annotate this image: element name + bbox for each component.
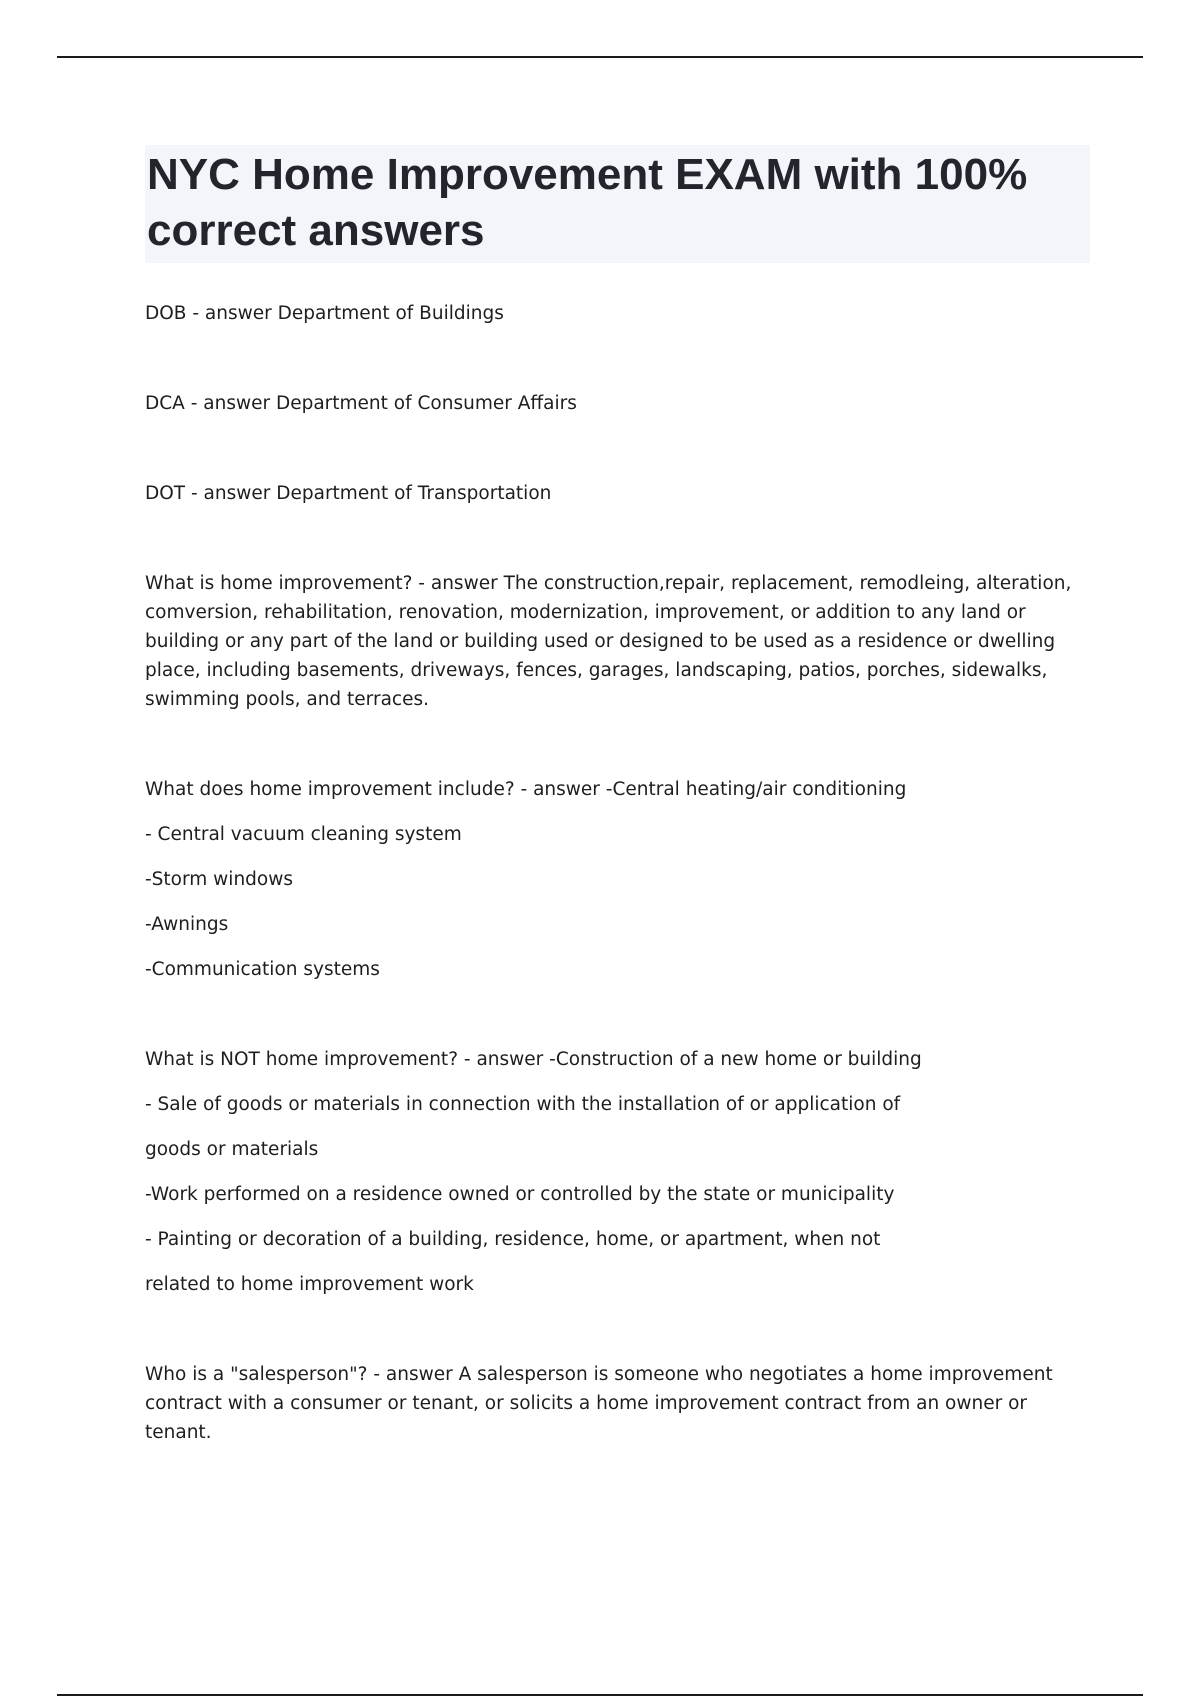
qa-entry-home-improvement-includes [145,775,1090,984]
document-body [145,145,1090,1508]
bottom-rule [57,1694,1143,1696]
qa-entry-salesperson [145,1360,1090,1447]
qa-line: -Awnings [145,914,229,935]
qa-line: -Work performed on a residence owned or controlled by the state or municipality [145,1184,895,1205]
qa-line: What is NOT home improvement? - answer -Construction of a new home or building [145,1049,922,1070]
qa-paragraph: What is home improvement? - answer The construction,repair, replacement, remodleing, alteration, comversion, rehabilitation, renovation, modernization, improvement, or addition to any land or building or any part of the land or building used or designed to be used as a residence or dwelling place, including basements, driveways, fences, garages, landscaping, patios, porches, sidewalks, swimming pools, and terraces. [145,573,1072,710]
qa-line: related to home improvement work [145,1274,474,1295]
qa-entry-home-improvement-definition [145,569,1090,714]
qa-entry-not-home-improvement [145,1045,1090,1299]
qa-line: What does home improvement include? - answer -Central heating/air conditioning [145,779,907,800]
qa-paragraph: Who is a "salesperson"? - answer A salesperson is someone who negotiates a home improvement contract with a consumer or tenant, or solicits a home improvement contract from an owner or tenant. [145,1364,1053,1443]
qa-entry-dot [145,479,1090,508]
qa-line: -Communication systems [145,959,380,980]
qa-entry-dca [145,389,1090,418]
title-block [145,145,1090,263]
qa-line: - Central vacuum cleaning system [145,824,462,845]
qa-line: - Painting or decoration of a building, residence, home, or apartment, when not [145,1229,881,1250]
qa-line: DCA - answer Department of Consumer Affairs [145,393,577,414]
qa-line: DOB - answer Department of Buildings [145,303,504,324]
top-rule [57,56,1143,58]
qa-entry-dob [145,299,1090,328]
qa-line: goods or materials [145,1139,319,1160]
document-title: NYC Home Improvement EXAM with 100% correct answers [147,150,1028,255]
qa-line: DOT - answer Department of Transportation [145,483,552,504]
qa-line: -Storm windows [145,869,293,890]
qa-line: - Sale of goods or materials in connection with the installation of or application of [145,1094,901,1115]
